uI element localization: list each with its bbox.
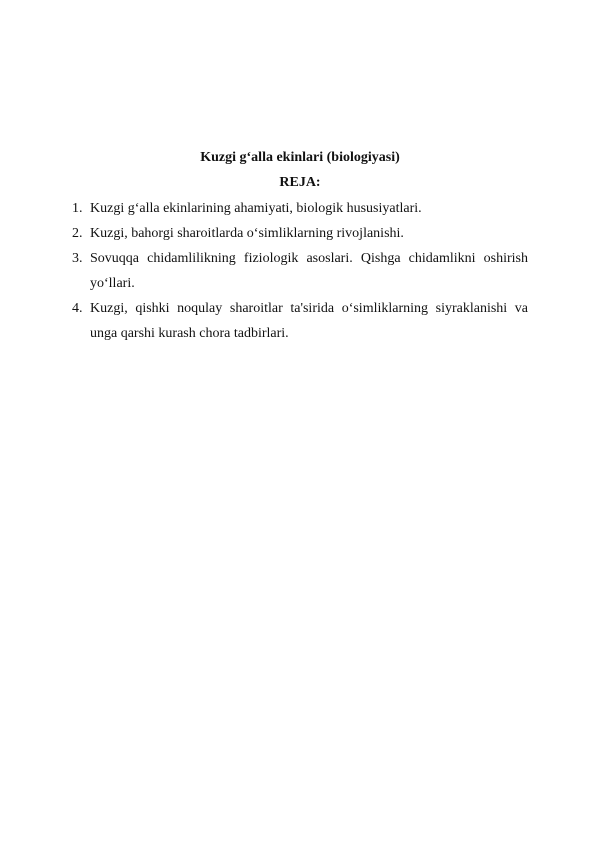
plan-item-text: Kuzgi, bahorgi sharoitlarda o‘simliklarning rivojlanishi. xyxy=(90,226,404,241)
plan-heading: REJA: xyxy=(279,175,321,190)
plan-item xyxy=(72,296,528,346)
plan-item-number: 3. xyxy=(72,251,83,266)
plan-item xyxy=(72,246,528,296)
document-title: Kuzgi g‘alla ekinlari (biologiyasi) xyxy=(200,150,400,165)
plan-item xyxy=(72,196,528,221)
plan-item-number: 2. xyxy=(72,226,83,241)
plan-item-number: 4. xyxy=(72,301,83,316)
plan-item-number: 1. xyxy=(72,201,83,216)
plan-item-text: Kuzgi, qishki noqulay sharoitlar ta'sirida o‘simliklarning siyraklanishi va unga qarshi kurash chora tadbirlari. xyxy=(90,301,528,341)
plan-item-text: Sovuqqa chidamlilikning fiziologik asoslari. Qishga chidamlikni oshirish yo‘llari. xyxy=(90,251,528,291)
plan-item xyxy=(72,221,528,246)
plan-list xyxy=(72,196,528,346)
plan-item-text: Kuzgi g‘alla ekinlarining ahamiyati, biologik hususiyatlari. xyxy=(90,201,422,216)
